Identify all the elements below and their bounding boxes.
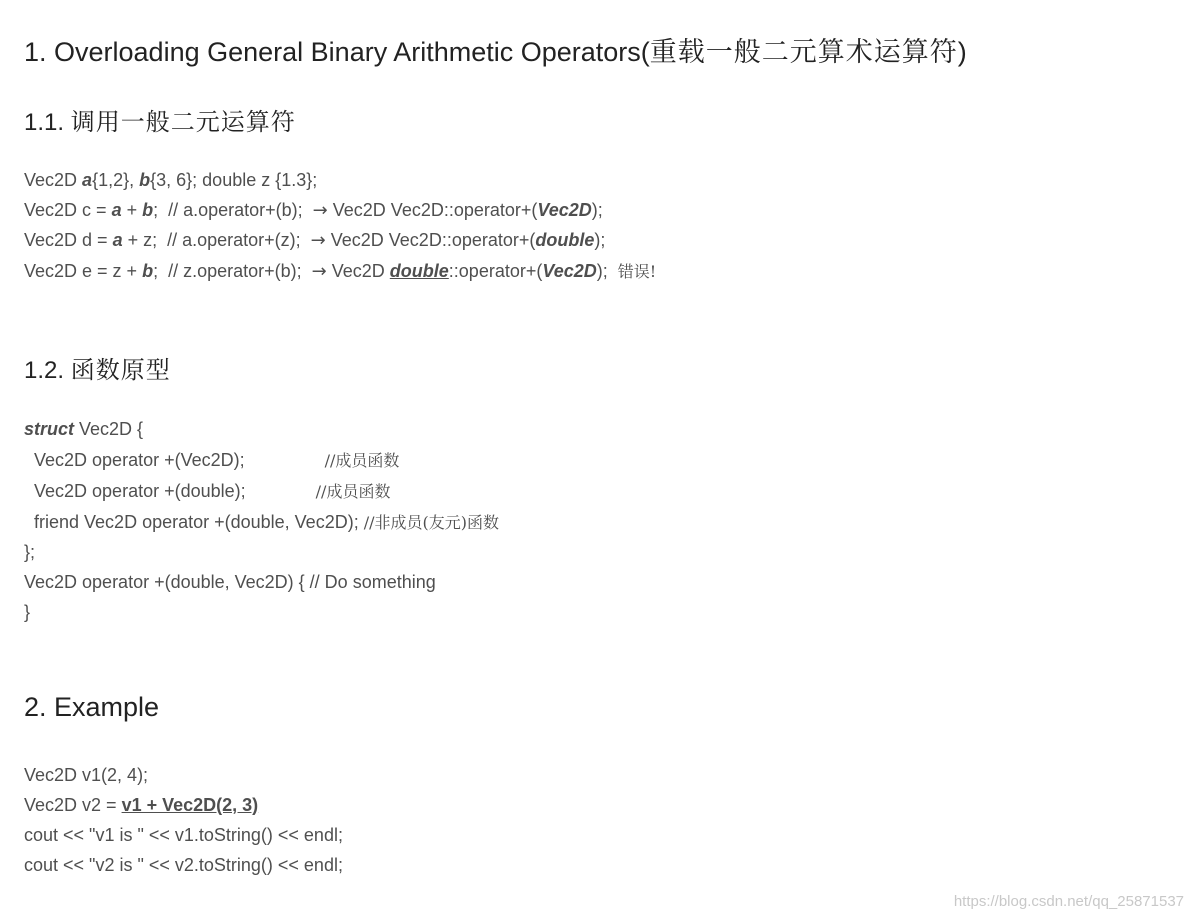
arrow-right-icon: → bbox=[312, 200, 328, 221]
heading-section-1 bbox=[24, 30, 967, 69]
arrow-right-icon: → bbox=[311, 261, 327, 282]
watermark: https://blog.csdn.net/qq_25871537 bbox=[953, 893, 1184, 910]
code-line: friend Vec2D operator +(double, Vec2D); //非成员(友元)函数 bbox=[24, 512, 499, 532]
code-line: Vec2D operator +(double, Vec2D) { // Do something bbox=[24, 572, 436, 592]
heading-text-suffix: ) bbox=[957, 37, 967, 67]
code-line: }; bbox=[24, 542, 36, 562]
code-line: Vec2D c = a + b; // a.operator+(b); → Vec2D Vec2D::operator+(Vec2D); bbox=[24, 200, 603, 221]
code-line: cout << "v1 is " << v1.toString() << endl; bbox=[24, 825, 343, 845]
code-line: Vec2D v2 = v1 + Vec2D(2, 3) bbox=[24, 795, 259, 815]
heading-section-1-1 bbox=[24, 102, 296, 137]
arrow-right-icon: → bbox=[310, 230, 326, 251]
heading-section-2: 2. Example bbox=[24, 692, 160, 722]
code-line: cout << "v2 is " << v2.toString() << endl; bbox=[24, 855, 343, 875]
heading-number: 1.2. bbox=[24, 357, 71, 384]
heading-cjk-text: 调用一般二元运算符 bbox=[70, 108, 296, 136]
error-note: 错误! bbox=[617, 262, 657, 281]
heading-text: 1. Overloading General Binary Arithmetic Operators( bbox=[24, 37, 650, 67]
code-line: struct Vec2D { bbox=[24, 419, 144, 439]
code-line: } bbox=[24, 602, 31, 622]
heading-number: 1.1. bbox=[24, 109, 71, 136]
heading-cjk-text: 重载一般二元算术运算符 bbox=[649, 37, 958, 68]
code-line: Vec2D operator +(Vec2D); //成员函数 bbox=[24, 450, 400, 470]
code-line: Vec2D v1(2, 4); bbox=[24, 765, 149, 785]
heading-cjk-text: 函数原型 bbox=[70, 356, 171, 384]
code-line: Vec2D operator +(double); //成员函数 bbox=[24, 481, 391, 501]
code-line: Vec2D d = a + z; // a.operator+(z); → Vec2D Vec2D::operator+(double); bbox=[24, 230, 606, 251]
code-line: Vec2D a{1,2}, b{3, 6}; double z {1.3}; bbox=[24, 170, 318, 190]
code-line: Vec2D e = z + b; // z.operator+(b); → Vec2D double::operator+(Vec2D); 错误! bbox=[24, 261, 657, 282]
heading-section-1-2 bbox=[24, 350, 171, 385]
